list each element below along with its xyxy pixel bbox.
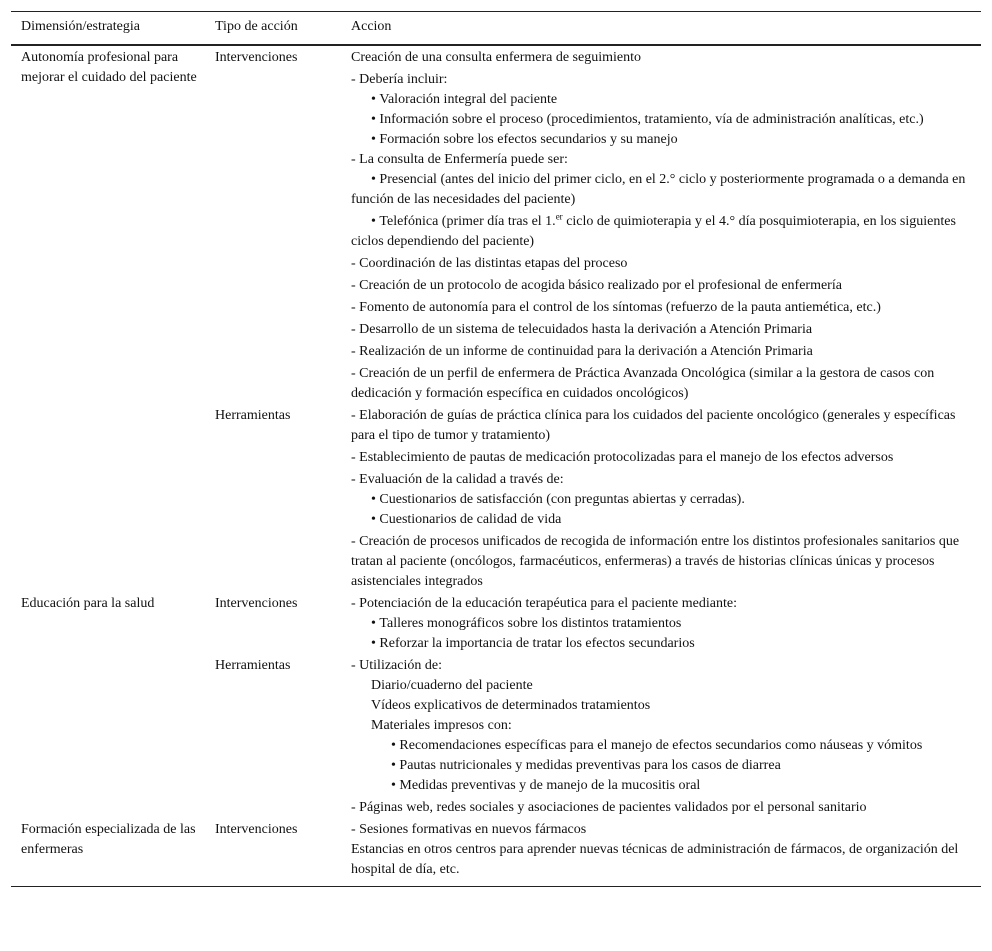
tipo-cell: Intervenciones (215, 596, 298, 611)
list-item: • Información sobre el proceso (procedimientos, tratamiento, vía de administración analíticas, etc.) (351, 110, 981, 130)
dimension-cell (11, 406, 215, 594)
list-item: - Coordinación de las distintas etapas del proceso (351, 256, 628, 271)
header-tipo: Tipo de acción (215, 12, 351, 46)
list-item: - Realización de un informe de continuidad para la derivación a Atención Primaria (351, 344, 813, 359)
dimension-cell: Autonomía profesional para mejorar el cuidado del paciente (21, 50, 197, 85)
table-row (11, 820, 981, 887)
list-item: • Reforzar la importancia de tratar los efectos secundarios (351, 634, 981, 654)
tipo-cell: Herramientas (215, 658, 291, 673)
accion-cell (351, 656, 981, 820)
list-item: - Creación de un perfil de enfermera de Práctica Avanzada Oncológica (similar a la gestora de casos con dedicación y formación específica en cuidados oncológicos) (351, 366, 935, 401)
tipo-cell: Intervenciones (215, 50, 298, 65)
tipo-cell: Intervenciones (215, 820, 351, 887)
list-item-text: ciclo de quimioterapia y el 4.° día posquimioterapia, en los siguientes ciclos dependiendo del paciente) (351, 214, 956, 249)
dimension-cell (11, 656, 215, 820)
table-header-row (11, 12, 981, 46)
list-item: Diario/cuaderno del paciente (371, 678, 533, 693)
strategy-table (11, 11, 981, 887)
list-item: • Cuestionarios de calidad de vida (351, 510, 981, 530)
dimension-cell: Formación especializada de las enfermeras (11, 820, 215, 887)
accion-cell (351, 820, 981, 887)
table-row (11, 656, 981, 820)
list-item: • Formación sobre los efectos secundarios y su manejo (351, 130, 981, 150)
header-dimension: Dimensión/estrategia (11, 12, 215, 46)
list-item: - Elaboración de guías de práctica clínica para los cuidados del paciente oncológico (generales y específicas para el tipo de tumor y tratamiento) (351, 408, 956, 443)
list-item (351, 212, 981, 252)
list-item: • Presencial (antes del inicio del primer ciclo, en el 2.° ciclo y posteriormente programada o a demanda en función de las necesidades del paciente) (351, 170, 981, 210)
list-item: - Debería incluir: (351, 72, 448, 87)
list-item: - Utilización de: (351, 658, 442, 673)
list-item: • Medidas preventivas y de manejo de la mucositis oral (351, 776, 981, 796)
tipo-cell: Herramientas (215, 408, 291, 423)
list-item: - Establecimiento de pautas de medicación protocolizadas para el manejo de los efectos adversos (351, 450, 894, 465)
dimension-cell: Educación para la salud (21, 596, 155, 611)
list-item: • Pautas nutricionales y medidas preventivas para los casos de diarrea (351, 756, 981, 776)
list-item-text: Telefónica (primer día tras el 1. (379, 214, 556, 229)
list-item: - Fomento de autonomía para el control de los síntomas (refuerzo de la pauta antiemética, etc.) (351, 300, 881, 315)
accion-cell (351, 406, 981, 594)
list-item: • Cuestionarios de satisfacción (con preguntas abiertas y cerradas). (351, 490, 981, 510)
table-row (11, 594, 981, 656)
list-item: - Evaluación de la calidad a través de: (351, 472, 564, 487)
list-item: • Recomendaciones específicas para el manejo de efectos secundarios como náuseas y vómitos (351, 736, 981, 756)
list-item: Estancias en otros centros para aprender nuevas técnicas de administración de fármacos, de organización del hospital de día, etc. (351, 842, 959, 877)
list-item: Creación de una consulta enfermera de seguimiento (351, 50, 641, 65)
list-item: • Talleres monográficos sobre los distintos tratamientos (351, 614, 981, 634)
table-row (11, 406, 981, 594)
list-item: - Páginas web, redes sociales y asociaciones de pacientes validados por el personal sanitario (351, 800, 867, 815)
list-item: - Creación de un protocolo de acogida básico realizado por el profesional de enfermería (351, 278, 842, 293)
list-item: Materiales impresos con: (371, 718, 512, 733)
list-item: - Potenciación de la educación terapéutica para el paciente mediante: (351, 596, 737, 611)
list-item: - Creación de procesos unificados de recogida de información entre los distintos profesionales sanitarios que tratan al paciente (oncólogos, farmacéuticos, enfermeras) a través de historias clínicas únicas y procesos asistenciales integrados (351, 534, 960, 589)
list-item: - La consulta de Enfermería puede ser: (351, 152, 568, 167)
superscript: er (555, 211, 563, 222)
list-item: - Sesiones formativas en nuevos fármacos (351, 822, 587, 837)
list-item: • Valoración integral del paciente (351, 90, 981, 110)
list-item: Vídeos explicativos de determinados tratamientos (371, 698, 651, 713)
header-accion: Accion (351, 12, 981, 46)
accion-cell (351, 45, 981, 406)
list-item: - Desarrollo de un sistema de telecuidados hasta la derivación a Atención Primaria (351, 322, 813, 337)
table-row (11, 45, 981, 406)
accion-cell (351, 594, 981, 656)
